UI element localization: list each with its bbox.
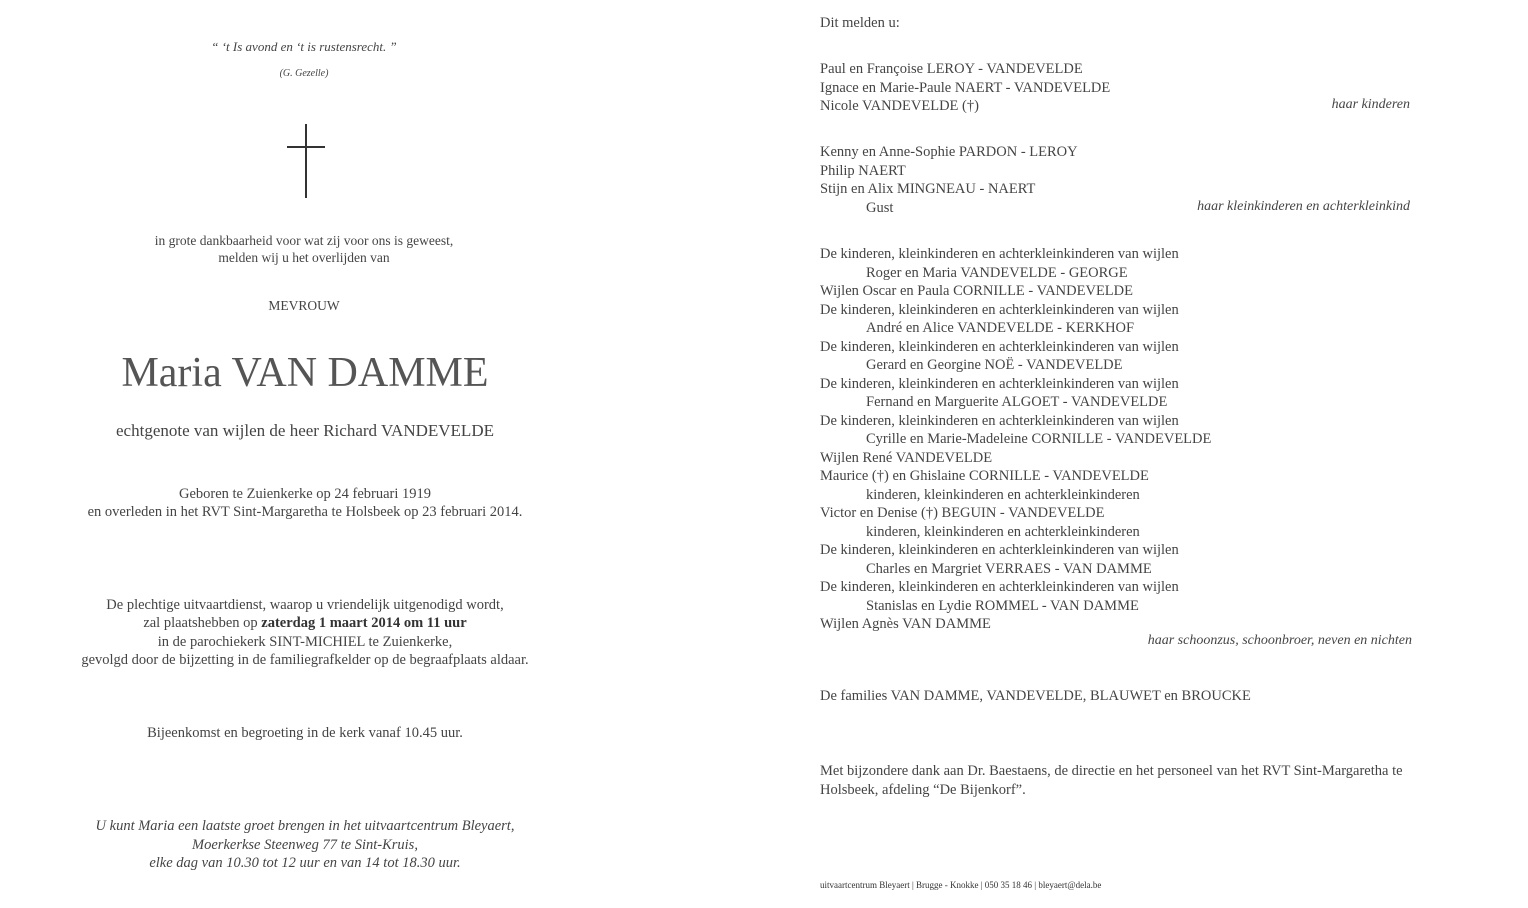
deceased-name: Maria VAN DAMME [121,350,489,396]
family-line: kinderen, kleinkinderen en achterkleinkinderen [866,486,1140,503]
family-line: Roger en Maria VANDEVELDE - GEORGE [866,264,1128,281]
birth-line: Geboren te Zuienkerke op 24 februari 1919 [178,486,432,502]
intro-line: melden wij u het overlijden van [218,250,390,265]
families-line: De families VAN DAMME, VANDEVELDE, BLAUWET en BROUCKE [820,688,1251,704]
family-line: Wijlen René VANDEVELDE [820,449,993,466]
thanks-text [820,762,1480,799]
spouse-line: echtgenote van wijlen de heer Richard VANDEVELDE [116,421,494,440]
visit-line: elke dag van 10.30 tot 12 uur en van 14 tot 18.30 uur. [149,855,461,871]
cross-icon [287,124,325,198]
children-label: haar kinderen [1331,97,1410,112]
funeral-line: in de parochiekerk SINT-MICHIEL te Zuienkerke, [157,633,453,650]
intro-line: in grote dankbaarheid voor wat zij voor ons is geweest, [154,233,454,248]
family-line: De kinderen, kleinkinderen en achterkleinkinderen van wijlen [820,542,1179,558]
family-line: Charles en Margriet VERRAES - VAN DAMME [866,560,1152,577]
family-line: Wijlen Agnès VAN DAMME [820,616,991,632]
funeral-line: De plechtige uitvaartdienst, waarop u vriendelijk uitgenodigd wordt, [106,597,504,613]
family-line: Nicole VANDEVELDE (†) [820,98,979,114]
family-line: De kinderen, kleinkinderen en achterkleinkinderen van wijlen [820,579,1179,595]
visit-text [30,817,580,873]
family-line: Paul en Françoise LEROY - VANDEVELDE [820,61,1083,77]
family-line: De kinderen, kleinkinderen en achterkleinkinderen van wijlen [820,338,1179,355]
family-line: André en Alice VANDEVELDE - KERKHOF [866,320,1135,336]
title-mevrouw: MEVROUW [268,298,340,313]
family-line: Cyrille en Marie-Madeleine CORNILLE - VANDEVELDE [866,431,1212,447]
visit-line: Moerkerkse Steenweg 77 te Sint-Kruis, [192,836,418,853]
announcement-header: Dit melden u: [820,15,900,31]
family-line: De kinderen, kleinkinderen en achterkleinkinderen van wijlen [820,412,1179,429]
family-line: Wijlen Oscar en Paula CORNILLE - VANDEVELDE [820,283,1133,299]
birth-death-text [40,485,570,521]
extended-family-group [820,245,1470,648]
footer: uitvaartcentrum Bleyaert | Brugge - Knokke | 050 35 18 46 | bleyaert@dela.be [820,880,1102,890]
death-line: en overleden in het RVT Sint-Margaretha te Holsbeek op 23 februari 2014. [87,504,523,520]
family-line: kinderen, kleinkinderen en achterkleinkinderen [866,523,1140,540]
family-line: Fernand en Marguerite ALGOET - VANDEVELDE [866,394,1168,410]
extended-family-label: haar schoonzus, schoonbroer, neven en nichten [1147,633,1412,648]
thanks-line: Holsbeek, afdeling “De Bijenkorf”. [820,781,1026,798]
family-line: Maurice (†) en Ghislaine CORNILLE - VANDEVELDE [820,468,1149,484]
family-line: Gust [866,199,894,216]
funeral-date-line [30,614,580,632]
family-line: Victor en Denise (†) BEGUIN - VANDEVELDE [820,505,1105,521]
gathering-text: Bijeenkomst en begroeting in de kerk vanaf 10.45 uur. [147,725,463,741]
family-line: De kinderen, kleinkinderen en achterkleinkinderen van wijlen [820,301,1179,318]
funeral-line: gevolgd door de bijzetting in de familiegrafkelder op de begraafplaats aldaar. [81,651,529,668]
family-line: De kinderen, kleinkinderen en achterkleinkinderen van wijlen [820,246,1179,262]
quote-author: (G. Gezelle) [279,68,329,79]
family-line: Gerard en Georgine NOË - VANDEVELDE [866,357,1123,373]
children-group [820,60,1470,116]
family-line: Kenny en Anne-Sophie PARDON - LEROY [820,144,1078,160]
family-line: Ignace en Marie-Paule NAERT - VANDEVELDE [820,79,1111,96]
funeral-date: zaterdag 1 maart 2014 om 11 uur [261,615,467,632]
extended-family-list [820,245,1470,634]
grandchildren-group [820,143,1470,217]
thanks-line: Met bijzondere dank aan Dr. Baestaens, de directie en het personeel van het RVT Sint-Margaretha te [820,763,1403,779]
funeral-text [30,596,580,669]
family-line: De kinderen, kleinkinderen en achterkleinkinderen van wijlen [820,375,1179,392]
intro-text [54,232,554,266]
visit-line: U kunt Maria een laatste groet brengen in het uitvaartcentrum Bleyaert, [95,818,515,834]
family-line: Stanislas en Lydie ROMMEL - VAN DAMME [866,597,1139,614]
family-line: Stijn en Alix MINGNEAU - NAERT [820,181,1036,197]
quote: “ ‘t Is avond en ‘t is rustensrecht. ” [211,39,397,54]
grandchildren-label: haar kleinkinderen en achterkleinkind [1197,199,1410,214]
funeral-date-prefix: zal plaatshebben op [143,615,262,632]
family-line: Philip NAERT [820,162,906,179]
